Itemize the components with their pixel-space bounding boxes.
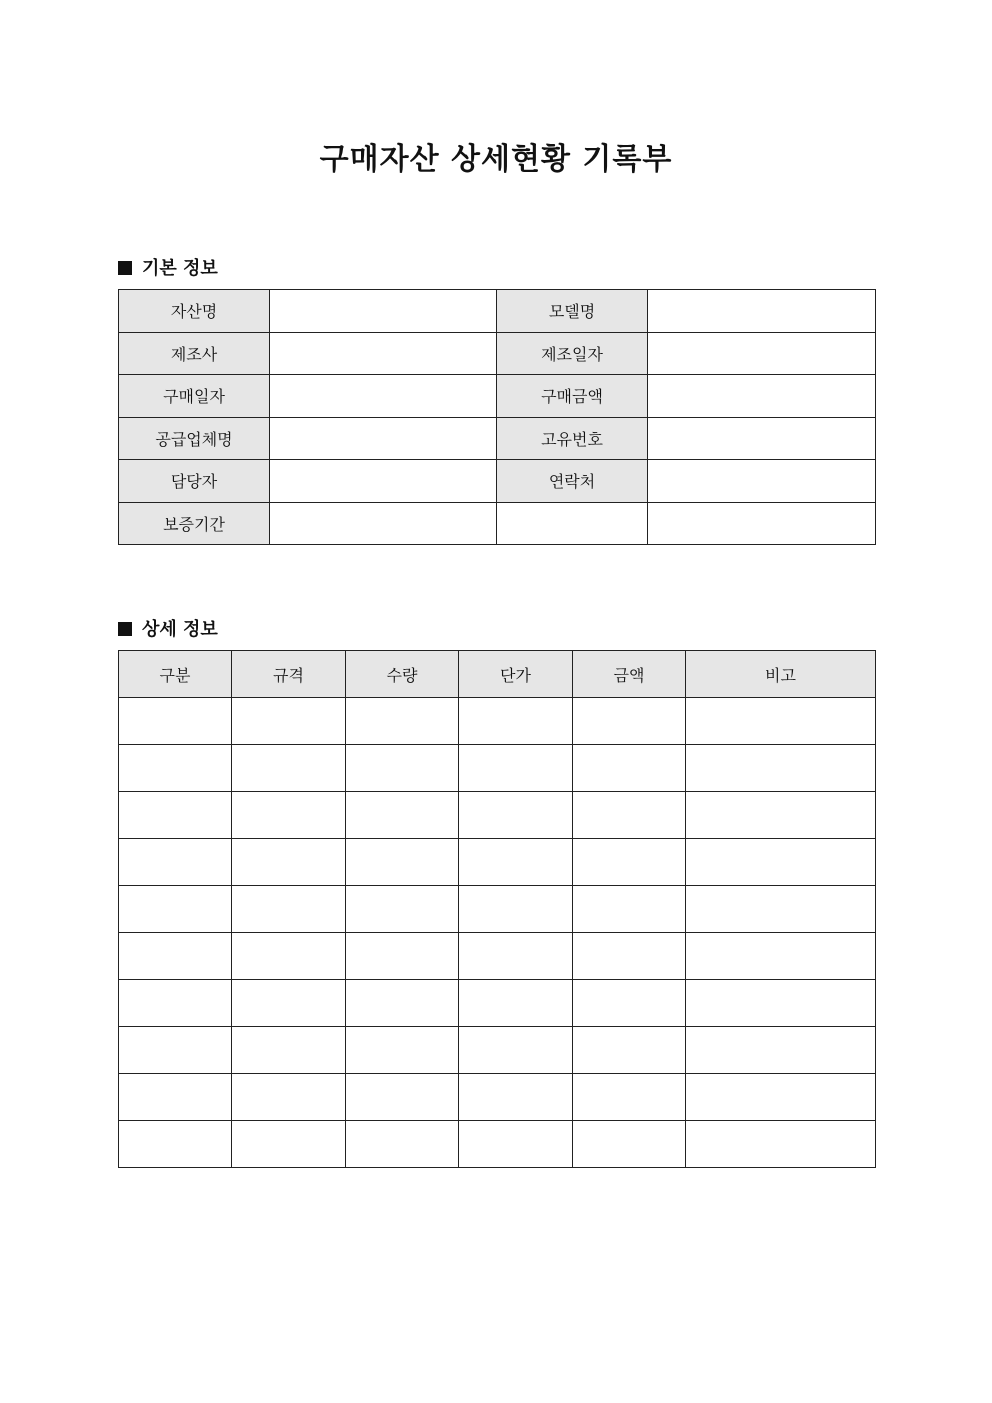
section-basic-heading [118, 254, 218, 280]
table-cell[interactable] [686, 1074, 876, 1121]
table-cell[interactable] [346, 980, 459, 1027]
table-row [119, 417, 876, 460]
table-cell[interactable] [573, 698, 686, 745]
field-value-cell[interactable] [648, 375, 876, 418]
table-cell[interactable] [232, 1027, 346, 1074]
table-cell[interactable] [119, 1074, 232, 1121]
field-label: 제조사 [119, 332, 270, 375]
field-label: 보증기간 [119, 502, 270, 545]
table-row [119, 980, 876, 1027]
field-label: 고유번호 [497, 417, 648, 460]
table-cell[interactable] [232, 886, 346, 933]
table-cell[interactable] [119, 745, 232, 792]
field-label: 모델명 [497, 290, 648, 333]
table-cell[interactable] [459, 1074, 573, 1121]
table-cell[interactable] [119, 886, 232, 933]
column-header: 규격 [232, 651, 346, 698]
square-bullet-icon [118, 261, 132, 275]
page-title: 구매자산 상세현황 기록부 [319, 142, 673, 177]
field-value-cell[interactable] [270, 290, 497, 333]
table-cell[interactable] [573, 792, 686, 839]
table-cell[interactable] [346, 792, 459, 839]
table-cell[interactable] [459, 792, 573, 839]
table-cell[interactable] [232, 1121, 346, 1168]
field-label: 연락처 [497, 460, 648, 503]
field-label [497, 502, 648, 545]
field-value-cell[interactable] [270, 502, 497, 545]
table-cell[interactable] [573, 1121, 686, 1168]
field-value-cell[interactable] [648, 290, 876, 333]
table-header-row [119, 651, 876, 698]
table-cell[interactable] [686, 698, 876, 745]
table-cell[interactable] [573, 980, 686, 1027]
table-cell[interactable] [232, 980, 346, 1027]
table-cell[interactable] [119, 839, 232, 886]
field-value-cell[interactable] [648, 502, 876, 545]
section-title: 기본 정보 [142, 258, 218, 279]
table-cell[interactable] [232, 792, 346, 839]
table-row [119, 792, 876, 839]
table-row [119, 1121, 876, 1168]
table-cell[interactable] [573, 745, 686, 792]
section-detail-heading [118, 615, 218, 641]
column-header: 수량 [346, 651, 459, 698]
table-row [119, 745, 876, 792]
field-value-cell[interactable] [270, 375, 497, 418]
table-cell[interactable] [686, 792, 876, 839]
field-label: 자산명 [119, 290, 270, 333]
field-label: 제조일자 [497, 332, 648, 375]
table-cell[interactable] [573, 1074, 686, 1121]
field-value-cell[interactable] [648, 332, 876, 375]
table-cell[interactable] [459, 839, 573, 886]
field-value-cell[interactable] [270, 417, 497, 460]
table-row [119, 1074, 876, 1121]
table-cell[interactable] [232, 933, 346, 980]
table-cell[interactable] [346, 933, 459, 980]
table-cell[interactable] [119, 1121, 232, 1168]
table-row [119, 290, 876, 333]
table-row [119, 460, 876, 503]
field-label: 구매일자 [119, 375, 270, 418]
column-header: 비고 [686, 651, 876, 698]
table-row [119, 1027, 876, 1074]
field-value-cell[interactable] [648, 460, 876, 503]
column-header: 금액 [573, 651, 686, 698]
table-cell[interactable] [459, 1121, 573, 1168]
table-cell[interactable] [459, 698, 573, 745]
table-cell[interactable] [346, 1121, 459, 1168]
table-cell[interactable] [573, 839, 686, 886]
column-header: 구분 [119, 651, 232, 698]
table-cell[interactable] [686, 933, 876, 980]
table-cell[interactable] [119, 698, 232, 745]
table-row [119, 332, 876, 375]
table-row [119, 375, 876, 418]
table-cell[interactable] [459, 1027, 573, 1074]
table-cell[interactable] [232, 1074, 346, 1121]
table-cell[interactable] [346, 1027, 459, 1074]
table-cell[interactable] [232, 839, 346, 886]
table-cell[interactable] [573, 1027, 686, 1074]
table-row [119, 502, 876, 545]
table-cell[interactable] [459, 933, 573, 980]
table-cell[interactable] [459, 886, 573, 933]
table-cell[interactable] [686, 886, 876, 933]
table-cell[interactable] [232, 698, 346, 745]
table-cell[interactable] [686, 980, 876, 1027]
field-label: 구매금액 [497, 375, 648, 418]
basic-info-table [118, 289, 876, 545]
section-title: 상세 정보 [142, 619, 218, 640]
table-row [119, 839, 876, 886]
field-value-cell[interactable] [648, 417, 876, 460]
table-cell[interactable] [459, 745, 573, 792]
table-row [119, 698, 876, 745]
table-cell[interactable] [573, 933, 686, 980]
table-cell[interactable] [346, 839, 459, 886]
table-cell[interactable] [346, 698, 459, 745]
field-label: 공급업체명 [119, 417, 270, 460]
table-cell[interactable] [119, 933, 232, 980]
square-bullet-icon [118, 622, 132, 636]
table-cell[interactable] [346, 1074, 459, 1121]
detail-info-table [118, 650, 876, 1168]
table-row [119, 886, 876, 933]
table-cell[interactable] [232, 745, 346, 792]
table-row [119, 933, 876, 980]
table-cell[interactable] [119, 980, 232, 1027]
table-cell[interactable] [686, 839, 876, 886]
column-header: 단가 [459, 651, 573, 698]
field-value-cell[interactable] [270, 460, 497, 503]
field-value-cell[interactable] [270, 332, 497, 375]
table-cell[interactable] [686, 1027, 876, 1074]
field-label: 담당자 [119, 460, 270, 503]
table-cell[interactable] [686, 1121, 876, 1168]
table-cell[interactable] [119, 1027, 232, 1074]
table-cell[interactable] [119, 792, 232, 839]
table-cell[interactable] [459, 980, 573, 1027]
table-cell[interactable] [573, 886, 686, 933]
table-cell[interactable] [346, 886, 459, 933]
table-cell[interactable] [346, 745, 459, 792]
table-cell[interactable] [686, 745, 876, 792]
